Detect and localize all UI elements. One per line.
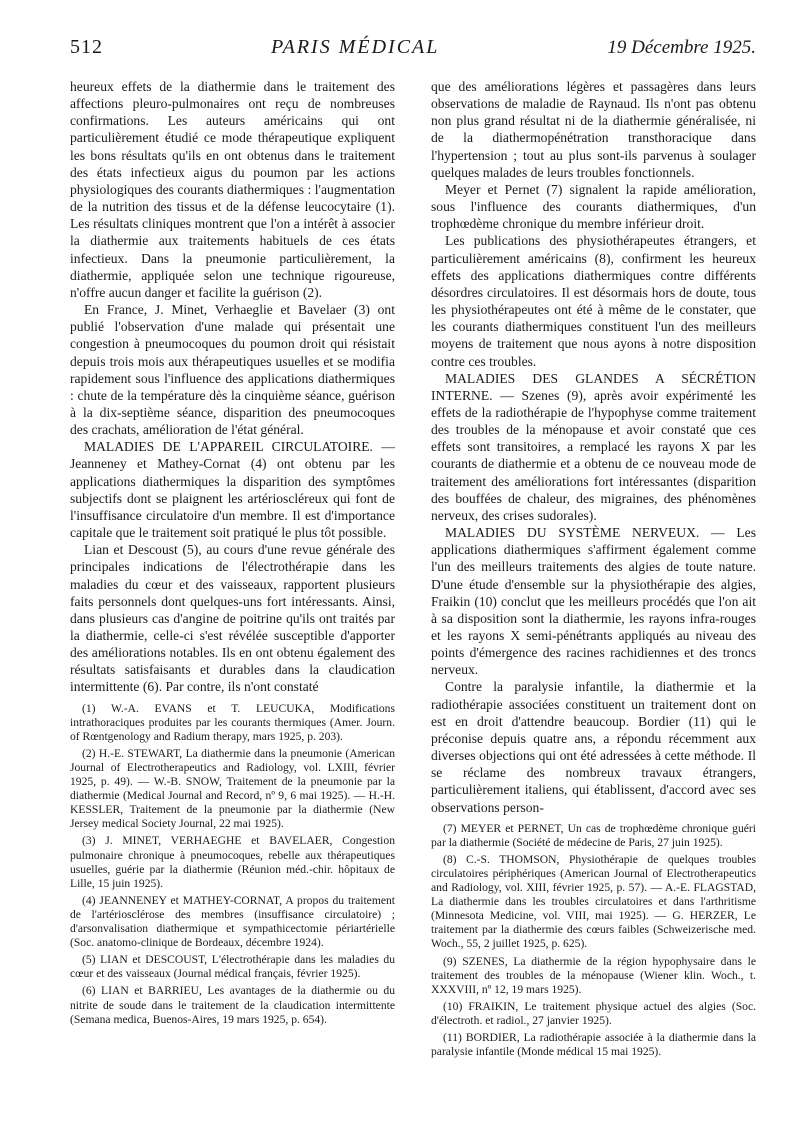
footnote: (11) BORDIER, La radiothérapie associée à la diathermie dans la paralysie infantile (Monde médical 15 mai 1925). xyxy=(431,1031,756,1059)
paragraph: MALADIES DES GLANDES A SÉCRÉTION INTERNE. — Szenes (9), après avoir expérimenté les effets de la radiothérapie de l'hypophyse comme traitement des troubles de la ménopause et avoir constaté que ces effets sont transitoires, a remplacé les rayons X par les courants de diathermie et a obtenu de ce nouveau mode de traitement des améliorations fort intéressantes (disparition des bouffées de chaleur, des migraines, des phénomènes nerveux, des crises sudorales). xyxy=(431,370,756,523)
footnote: (7) MEYER et PERNET, Un cas de trophœdème chronique guéri par la diathermie (Société de médecine de Paris, 27 juin 1925). xyxy=(431,821,756,849)
paragraph: heureux effets de la diathermie dans le traitement des affections pleuro-pulmonaires ont reçu de nombreuses confirmations. Les auteurs américains qui ont particulièrement étudié ce mode thérapeutique expliquent les bons résultats qu'ils en ont obtenus dans le traitement des états infectieux aigus du poumon par les actions physiologiques des courants diathermiques : l'augmentation de la nutrition des tissus et de la défense leucocytaire (1). Les résultats cliniques montrent que l'on a intérêt à associer la diathermie aux traitements habituels de ces états infectieux. Dans la pneumonie particulièrement, la diathermie, appliquée selon une technique rigoureuse, n'offre aucun danger et facilite la guérison (2). xyxy=(70,79,395,300)
footnote: (10) FRAIKIN, Le traitement physique actuel des algies (Soc. d'électroth. et radiol., 27 janvier 1925). xyxy=(431,999,756,1027)
footnote: (2) H.-E. STEWART, La diathermie dans la pneumonie (American Journal of Electrotherapeutics and Radiology, vol. LXIII, février 1925, p. 49). — W.-B. SNOW, Traitement de la pneumonie par la diathermie (Medical Journal and Record, nº 9, 6 mai 1925). — H.-H. KESSLER, Traitement de la pneumonie par la diathermie (New Jersey medical Society Journal, 22 mai 1925). xyxy=(70,746,395,831)
paragraph: MALADIES DE L'APPAREIL CIRCULATOIRE. — Jeanneney et Mathey-Cornat (4) ont obtenu par les applications diathermiques la disparition des symptômes subjectifs dont se plaignent les artérioscléreux qui font de l'insuffisance circulatoire d'un membre. Il est d'importance capitale que le traitement soit pratiqué le plus tôt possible. xyxy=(70,439,395,541)
footnote: (4) JEANNENEY et MATHEY-CORNAT, A propos du traitement de l'artériosclérose des membres (insuffisance circulatoire) ; d'arsonvalisation diathermique et sympathicectomie périartérielle (Soc. anatomo-clinique de Bordeaux, décembre 1924). xyxy=(70,893,395,950)
footnote: (9) SZENES, La diathermie de la région hypophysaire dans le traitement des troubles de la ménopause (Wiener klin. Woch., t. XXXVIII, nº 12, 19 mars 1925). xyxy=(431,954,756,996)
footnotes-left xyxy=(70,702,395,1027)
paragraph: que des améliorations légères et passagères dans leurs observations de maladie de Raynaud. Ils n'ont pas obtenu non plus grand résultat ni de la diathermie généralisée, ni de la diathermopénétration transthoracique dans l'hypertension ; tout au plus sont-ils parvenus à soulager quelques malades de leurs troubles fonctionnels. xyxy=(431,79,756,180)
paragraph: Les publications des physiothérapeutes étrangers, et particulièrement américains (8), confirment les heureux effets des applications diathermiques contre différents désordres circulatoires. Il est désormais hors de doute, tous les physiothérapeutes ont été à même de le constater, que les courants diathermiques constituent l'un des meilleurs moyens de traitement que nous ayons à notre disposition contre ces troubles. xyxy=(431,233,756,369)
footnote: (6) LIAN et BARRIEU, Les avantages de la diathermie ou du nitrite de soude dans le traitement de la claudication intermittente (Semana medica, Buenos-Aires, 19 mars 1925, p. 654). xyxy=(70,984,395,1026)
footnotes-right xyxy=(431,822,756,1060)
two-column-body xyxy=(70,78,756,1062)
footnote: (8) C.-S. THOMSON, Physiothérapie de quelques troubles circulatoires périphériques (American Journal of Electrotherapeutics and Radiology, vol. XIII, février 1925, p. 57). — A.-E. FLAGSTAD, La diathermie dans les troubles circulatoires et dans l'arthritisme (Minnesota Medicine, vol. VIII, mai 1925). — G. HERZER, Le traitement par la diathermie des cœurs faibles (Schweizerische med. Woch., 55, 2 juillet 1925, p. 625). xyxy=(431,852,756,951)
footnote: (5) LIAN et DESCOUST, L'électrothérapie dans les maladies du cœur et des vaisseaux (Journal médical français, février 1925). xyxy=(70,953,395,981)
paragraph: Contre la paralysie infantile, la diathermie et la radiothérapie associées constituent un traitement dont on est en droit d'attendre beaucoup. Bordier (11) qui le préconise depuis quatre ans, a répondu récemment aux diverses objections qui ont été adressées à cette méthode. Il se réclame des nombreux travaux étrangers, particulièrement italiens, qui établissent, d'accord avec ses observations person- xyxy=(431,679,756,815)
page-number: 512 xyxy=(70,36,103,58)
running-header xyxy=(70,36,756,66)
right-column xyxy=(431,78,756,1062)
left-column xyxy=(70,78,395,1062)
paragraph: En France, J. Minet, Verhaeglie et Bavelaer (3) ont publié l'observation d'une malade qui présentait une congestion à pneumocoques du poumon droit qui résistait depuis trois mois aux thérapeutiques usuelles et se modifia rapidement sous l'influence des applications diathermiques : chute de la température dès la cinquième séance, guérison à la dix-septième séance, disparition des pneumocoques des crachats, amélioration de l'état général. xyxy=(70,302,395,438)
footnote: (3) J. MINET, VERHAEGHE et BAVELAER, Congestion pulmonaire chronique à pneumocoques, rebelle aux thérapeutiques usuelles, guérie par la diathermie (Réunion méd.-chir. hôpitaux de Lille, 15 juin 1925). xyxy=(70,834,395,890)
journal-title: PARIS MÉDICAL xyxy=(270,36,440,58)
paragraph: MALADIES DU SYSTÈME NERVEUX. — Les applications diathermiques s'affirment également comme l'un des meilleurs traitements des algies de toute nature. D'une étude d'ensemble sur la physiothérapie des algies, Fraikin (10) conclut que les meilleurs procédés que l'on ait à sa disposition sont la diathermie, les rayons infra-rouges et les rayons X semi-pénétrants appliqués au niveau des points d'émergence des racines rachidiennes et des troncs nerveux. xyxy=(431,525,756,678)
footnote: (1) W.-A. EVANS et T. LEUCUKA, Modifications intrathoraciques produites par les courants thermiques (Amer. Journ. of Rœntgenology and Radium therapy, mars 1925, p. 203). xyxy=(70,701,395,743)
paragraph: Meyer et Pernet (7) signalent la rapide amélioration, sous l'influence des courants diathermiques, d'un trophœdème chronique du membre inférieur droit. xyxy=(431,181,756,232)
issue-date: 19 Décembre 1925. xyxy=(607,37,756,58)
paragraph: Lian et Descoust (5), au cours d'une revue générale des principales indications de l'électrothérapie dans les maladies du cœur et des vaisseaux, rapportent plusieurs faits personnels dont quelques-uns fort intéressants. Ainsi, dans plusieurs cas d'angine de poitrine qu'ils ont traités par la diathermie, celle-ci s'est révélée susceptible d'apporter des améliorations notables. Ils en ont obtenu également des résultats satisfaisants et durables dans la claudication intermittente (6). Par contre, ils n'ont constaté xyxy=(70,542,395,695)
